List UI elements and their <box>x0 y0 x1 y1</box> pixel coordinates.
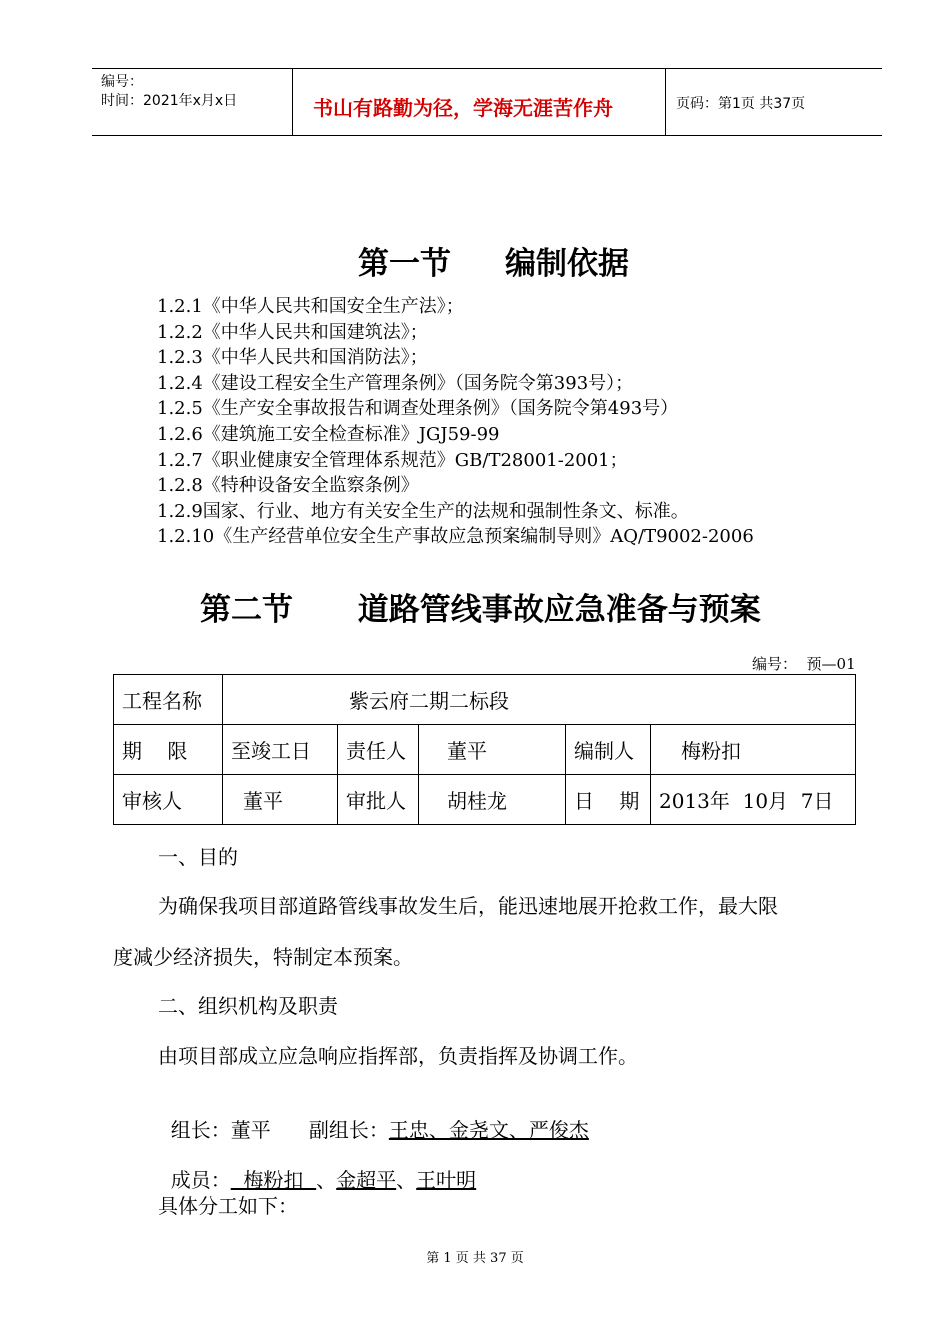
org-text: 由项目部成立应急响应指挥部，负责指挥及协调工作。 <box>158 1044 638 1068</box>
leader-label: 组长： <box>170 1118 231 1142</box>
header-code-label: 编号： <box>101 74 143 90</box>
member-separator: 、 <box>396 1168 417 1192</box>
deputy-names: 王忠、金尧文、严俊杰 <box>388 1118 589 1142</box>
reference-item: 1.2.7《职业健康安全管理体系规范》GB/T28001-2001； <box>157 449 628 471</box>
leader-line <box>158 1090 589 1143</box>
member-name: 梅粉扣 <box>230 1168 317 1192</box>
header-motto: 书山有路勤为径，学海无涯苦作舟 <box>313 96 613 120</box>
header-time: 时间：2021年x月x日 <box>101 93 238 109</box>
responsible-value: 董平 <box>419 725 566 775</box>
purpose-text-line2: 度减少经济损失，特制定本预案。 <box>113 945 413 969</box>
reference-item: 1.2.4《建设工程安全生产管理条例》（国务院令第393号）； <box>157 372 634 394</box>
leader-name: 董平 <box>230 1118 271 1142</box>
reference-item: 1.2.5《生产安全事故报告和调查处理条例》（国务院令第493号） <box>157 398 679 420</box>
reference-item: 1.2.9国家、行业、地方有关安全生产的法规和强制性条文、标准。 <box>157 500 689 522</box>
reference-item: 1.2.8《特种设备安全监察条例》 <box>157 475 419 497</box>
member-separator: 、 <box>316 1168 337 1192</box>
period-value: 至竣工日 <box>223 725 338 775</box>
reference-item: 1.2.2《中华人民共和国建筑法》； <box>157 321 428 343</box>
members-line <box>158 1140 476 1193</box>
purpose-heading: 一、目的 <box>158 845 238 869</box>
approver-value: 胡桂龙 <box>419 775 566 825</box>
header-bottom-rule <box>92 135 882 136</box>
reference-item: 1.2.3《中华人民共和国消防法》； <box>157 347 428 369</box>
member-name: 王叶明 <box>416 1168 477 1192</box>
header-top-rule <box>92 68 882 69</box>
reviewer-label: 审核人 <box>114 775 223 825</box>
section2-title: 第二节 道路管线事故应急准备与预案 <box>200 592 761 628</box>
page-footer: 第 1 页 共 37 页 <box>426 1251 524 1266</box>
member-name: 金超平 <box>336 1168 397 1192</box>
compiler-value: 梅粉扣 <box>651 725 856 775</box>
division-text: 具体分工如下： <box>158 1194 298 1218</box>
deputy-label: 副组长： <box>308 1118 389 1142</box>
purpose-text-line1: 为确保我项目部道路管线事故发生后，能迅速地展开抢救工作，最大限 <box>158 894 778 918</box>
header-divider-left <box>292 68 293 135</box>
reference-list <box>157 294 877 550</box>
period-label: 期 限 <box>114 725 223 775</box>
project-value: 紫云府二期二标段 <box>223 675 856 725</box>
table-row <box>114 775 856 825</box>
table-row <box>114 725 856 775</box>
plan-info-table <box>113 674 856 825</box>
org-heading: 二、组织机构及职责 <box>158 994 338 1018</box>
date-value: 2013年 10月 7日 <box>651 775 856 825</box>
reviewer-value: 董平 <box>223 775 338 825</box>
section1-title: 第一节 编制依据 <box>358 246 629 282</box>
date-label: 日 期 <box>566 775 651 825</box>
header-divider-right <box>665 68 666 135</box>
table-row <box>114 675 856 725</box>
reference-item: 1.2.6《建筑施工安全检查标准》JGJ59-99 <box>157 423 500 445</box>
header-page-info: 页码：第1页 共37页 <box>676 96 806 112</box>
form-number: 编号： 预—01 <box>752 655 856 673</box>
reference-item: 1.2.10《生产经营单位安全生产事故应急预案编制导则》AQ/T9002-2006 <box>157 526 754 548</box>
spacer <box>271 1118 309 1142</box>
members-label: 成员： <box>170 1168 231 1192</box>
reference-item: 1.2.1《中华人民共和国安全生产法》； <box>157 296 464 317</box>
project-label: 工程名称 <box>114 675 223 725</box>
compiler-label: 编制人 <box>566 725 651 775</box>
approver-label: 审批人 <box>338 775 419 825</box>
responsible-label: 责任人 <box>338 725 419 775</box>
